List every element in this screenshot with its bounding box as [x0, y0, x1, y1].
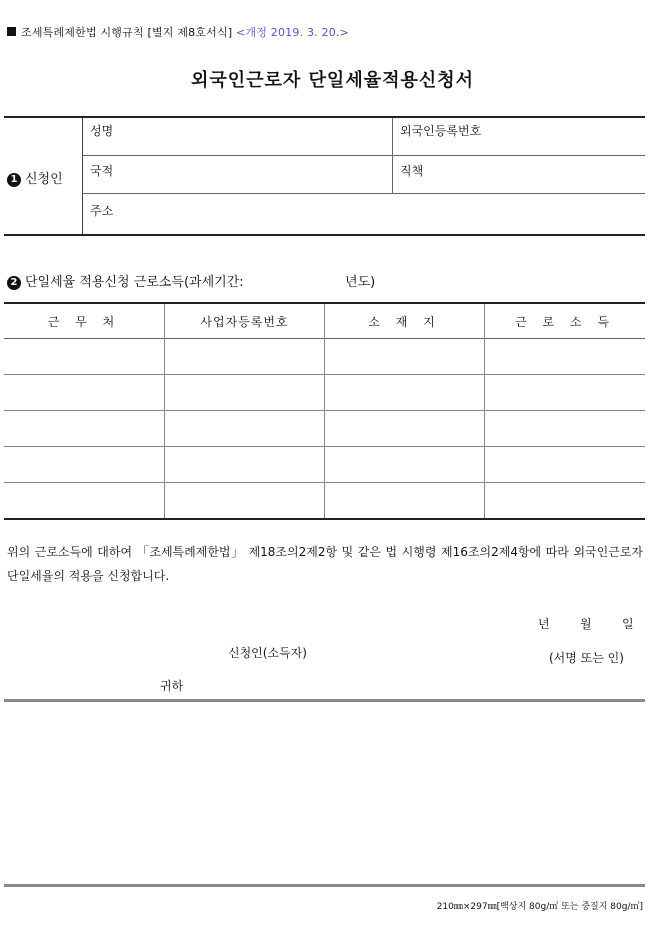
section2-label: 단일세율 적용신청 근로소득(과세기간: — [25, 275, 244, 290]
recipient-label: 귀하 — [160, 679, 184, 693]
section1-heading — [7, 168, 63, 187]
position-field[interactable]: 직책 — [400, 164, 424, 178]
section2-heading — [7, 271, 244, 290]
square-bullet-icon — [7, 27, 16, 36]
section1-bottom-border — [4, 234, 645, 236]
tax-year-field[interactable]: 년도) — [345, 275, 376, 290]
number-one-icon: 1 — [7, 173, 21, 187]
registration-number-field[interactable]: 외국인등록번호 — [400, 124, 482, 138]
address-field[interactable]: 주소 — [90, 204, 114, 218]
signature-bottom-border — [4, 699, 645, 702]
date-day[interactable]: 일 — [622, 617, 634, 631]
footer-border — [4, 884, 645, 887]
column-divider — [392, 118, 393, 193]
date-year[interactable]: 년 — [538, 617, 550, 631]
name-field[interactable]: 성명 — [90, 124, 114, 138]
application-statement: 위의 근로소득에 대하여 「조세특례제한법」 제18조의2제2항 및 같은 법 시행령 제16조의2제4항에 따라 외국인근로자 단일세율의 적용을 신청합니다. — [7, 545, 643, 583]
column-header-business-number: 사업자등록번호 — [200, 315, 289, 329]
row-divider — [83, 155, 645, 156]
table-bottom-border — [4, 518, 645, 520]
signature-field[interactable]: (서명 또는 인) — [549, 651, 624, 665]
signer-label: 신청인(소득자) — [228, 646, 307, 660]
column-header-workplace: 근 무 처 — [47, 315, 121, 329]
form-reference: 조세특례제한법 시행규칙 [별지 제8호서식] — [21, 26, 233, 39]
section1-top-border — [4, 116, 645, 118]
section1-label: 신청인 — [25, 172, 63, 187]
page-title: 외국인근로자 단일세율적용신청서 — [190, 70, 475, 91]
revision-date: <개정 2019. 3. 20.> — [236, 26, 350, 39]
column-header-location: 소 재 지 — [368, 315, 441, 329]
paper-spec: 210㎜×297㎜[백상지 80g/㎡ 또는 중질지 80g/㎡] — [436, 902, 643, 912]
section1-divider — [82, 118, 83, 234]
column-header-earned-income: 근 로 소 득 — [515, 315, 615, 329]
row-divider — [83, 193, 645, 194]
number-two-icon: 2 — [7, 276, 21, 290]
date-month[interactable]: 월 — [580, 617, 592, 631]
nationality-field[interactable]: 국적 — [90, 164, 114, 178]
form-header — [7, 24, 349, 40]
